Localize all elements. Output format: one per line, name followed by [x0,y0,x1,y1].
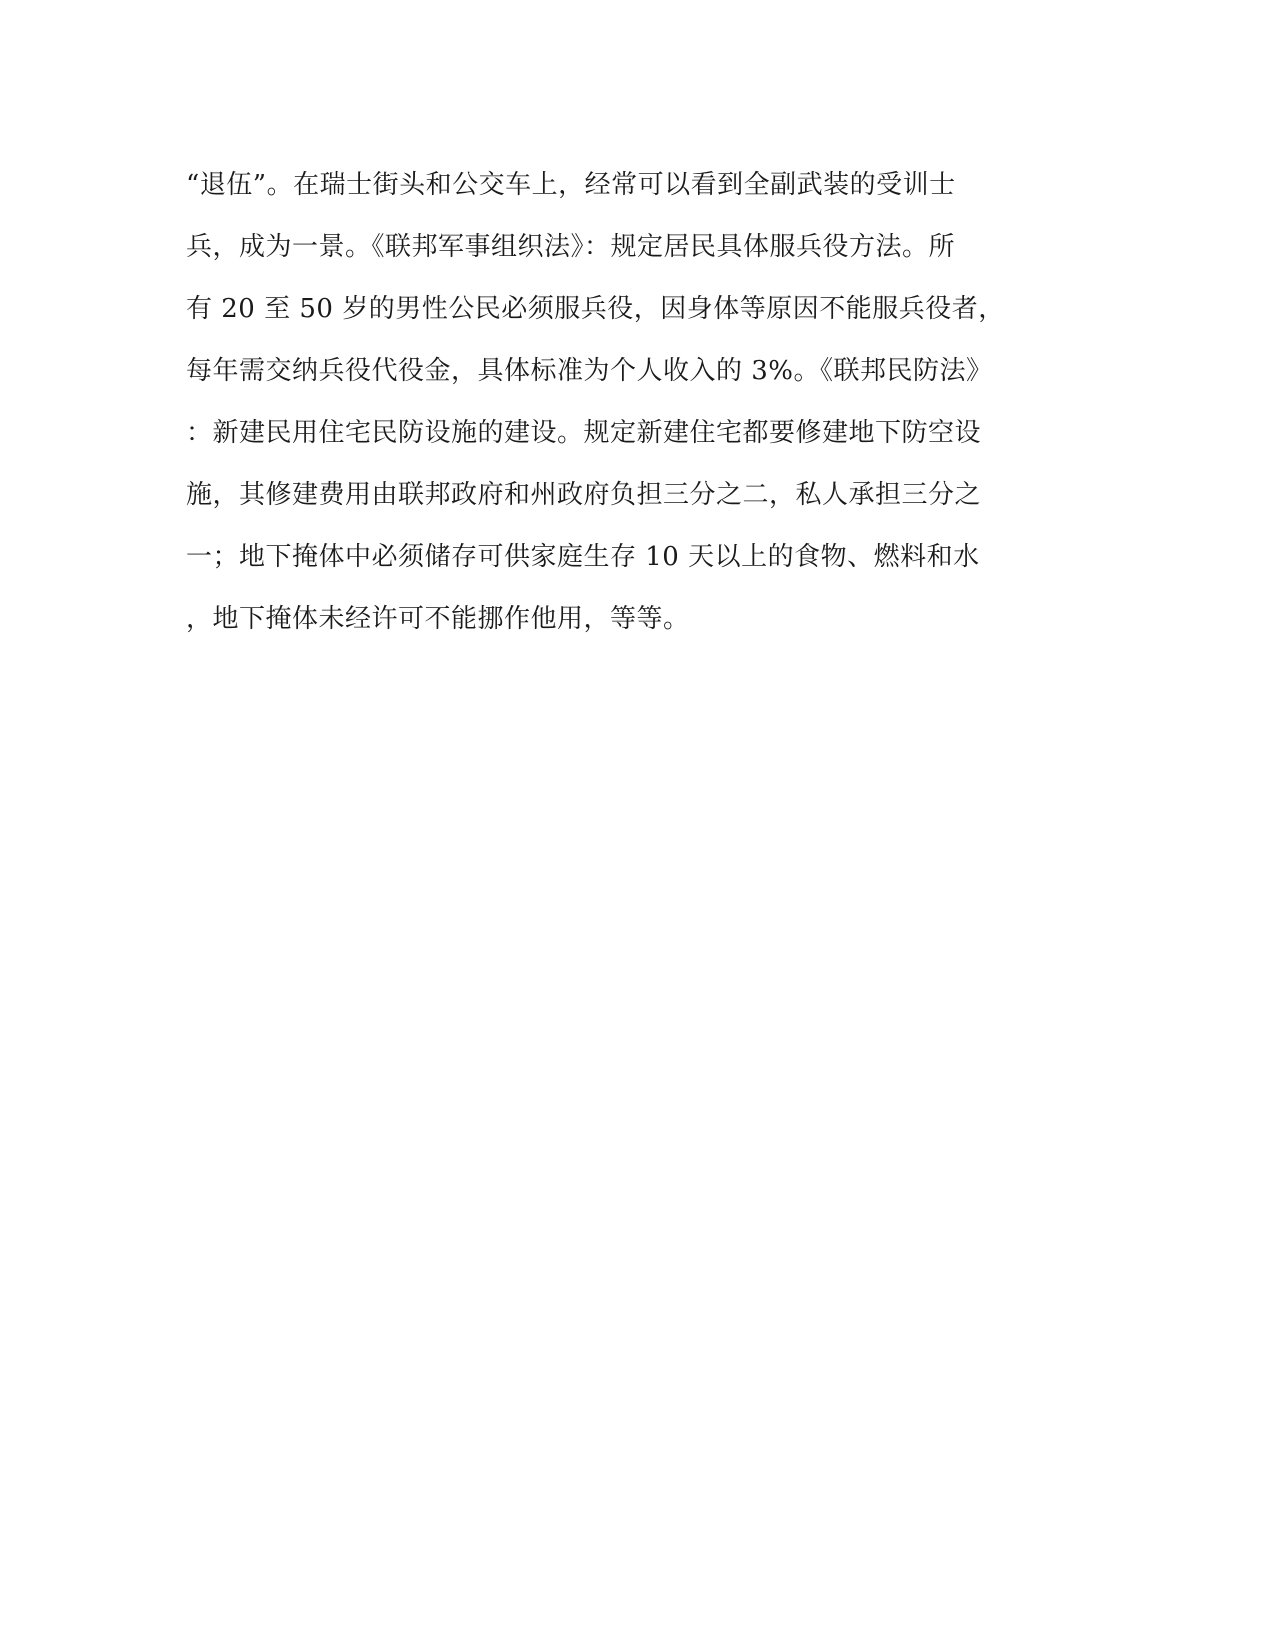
paragraph-line: “退伍”。在瑞士街头和公交车上，经常可以看到全副武装的受训士 [186,170,956,200]
paragraph-line: 施，其修建费用由联邦政府和州政府负担三分之二，私人承担三分之 [186,480,982,510]
paragraph-line: 一；地下掩体中必须储存可供家庭生存 10 天以上的食物、燃料和水 [186,542,980,572]
paragraph-line: ：新建民用住宅民防设施的建设。规定新建住宅都要修建地下防空设 [186,418,982,448]
body-paragraph [186,154,1026,650]
paragraph-line: ，地下掩体未经许可不能挪作他用，等等。 [186,604,690,634]
paragraph-line: 有 20 至 50 岁的男性公民必须服兵役，因身体等原因不能服兵役者， [186,294,1005,324]
paragraph-line: 兵，成为一景。《联邦军事组织法》：规定居民具体服兵役方法。所 [186,232,956,262]
paragraph-line: 每年需交纳兵役代役金，具体标准为个人收入的 3%。《联邦民防法》 [186,356,993,386]
